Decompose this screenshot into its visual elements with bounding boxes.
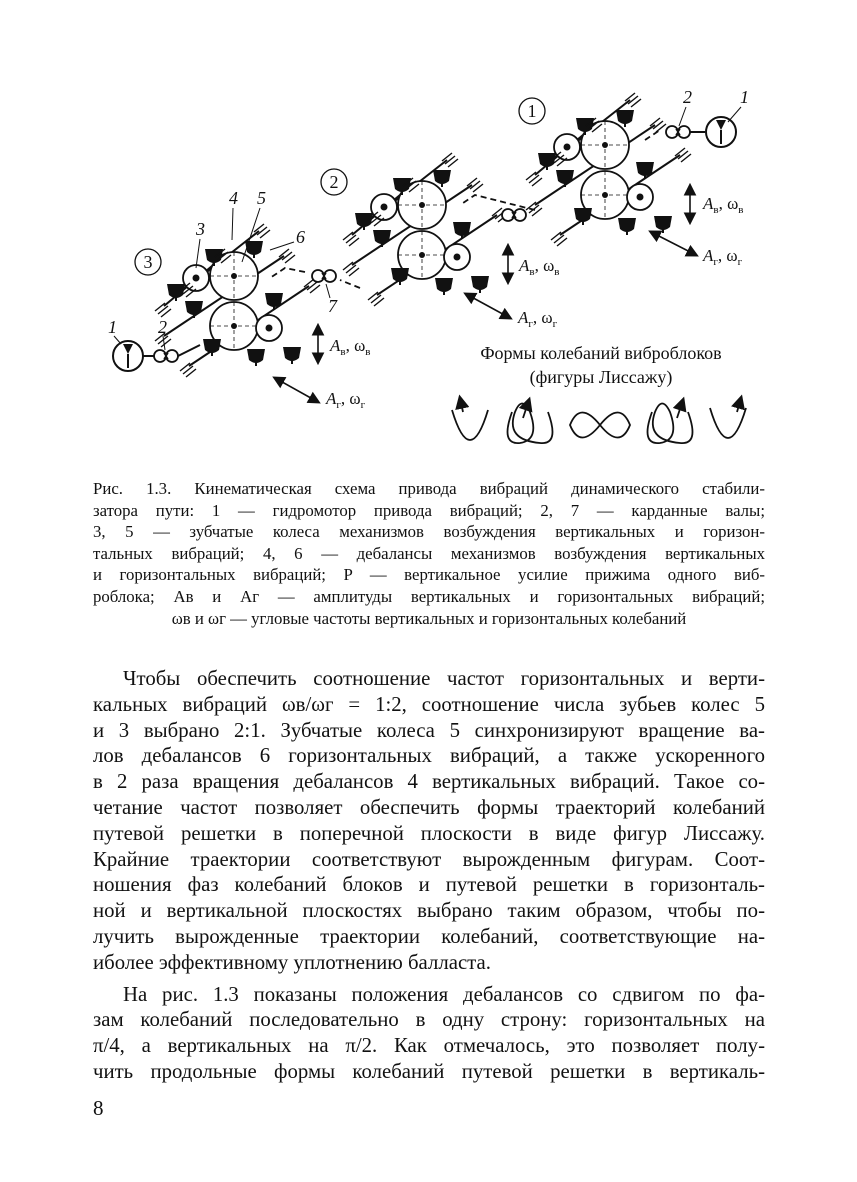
label-shaft-2-top: 2	[683, 87, 692, 107]
text-line: зам колебаний последовательно в одну строну: горизонтальных на	[93, 1008, 765, 1032]
lissajous-figures	[452, 398, 746, 443]
unit-label-2	[321, 169, 347, 195]
text-line: четание частот позволяет обеспечить формы траекторий колебаний	[93, 795, 765, 819]
horizontal-arrow-2	[466, 294, 510, 318]
horizontal-amplitude-label-3: $A_г$, $\omega_г$	[326, 389, 366, 411]
caption-line: затора пути: 1 — гидромотор привода вибраций; 2, 7 — карданные валы;	[93, 500, 765, 520]
text-line: иболее эффективному уплотнению балласта.	[93, 950, 491, 974]
cardan-shaft-7-top	[502, 209, 526, 221]
text-line: кальных вибраций ωв/ωг = 1:2, соотношение числа зубьев колес 5	[93, 692, 765, 716]
vertical-amplitude-label-1: $A_в$, $\omega_в$	[703, 194, 744, 216]
lissajous-figure-3	[570, 413, 630, 438]
label-debalance-6: 6	[296, 227, 305, 247]
horizontal-arrow-1	[651, 232, 696, 255]
label-debalance-4: 4	[229, 188, 238, 208]
lissajous-figure-2	[508, 404, 553, 444]
lissajous-figure-4	[648, 404, 693, 444]
text-line: лов дебалансов 6 горизонтальных вибраций, а также ускоренного	[93, 744, 765, 768]
text-line: путевой решетки в поперечной плоскости в виде фигур Лиссажу.	[93, 821, 765, 845]
horizontal-amplitude-label-1: $A_г$, $\omega_г$	[703, 246, 743, 268]
lissajous-figure-1	[452, 410, 488, 440]
figure-caption	[93, 478, 765, 629]
caption-line: тальных вибраций; 4, 6 — дебалансы механизмов возбуждения вертикальных	[93, 543, 765, 563]
unit-label-3	[135, 249, 161, 275]
svg-text:3: 3	[143, 252, 153, 272]
horizontal-arrow-3	[275, 378, 318, 402]
kinematic-diagram	[0, 0, 857, 470]
caption-line: роблока; Aв и Aг — амплитуды вертикальных и горизонтальных вибраций;	[93, 586, 765, 606]
svg-text:2: 2	[329, 172, 339, 192]
text-line: лучить вырожденные траектории колебаний, соответствующие на-	[93, 924, 765, 948]
vertical-amplitude-label-2: $A_в$, $\omega_в$	[519, 256, 560, 278]
forms-title-line2: (фигуры Лиссажу)	[529, 367, 673, 387]
vibration-block-2	[343, 153, 508, 306]
caption-line: и горизонтальных вибраций; P — вертикальное усилие прижима одного виб-	[93, 565, 765, 585]
text-line: ношения фаз колебаний блоков и путевой решетки в горизонталь-	[93, 873, 765, 897]
cardan-shaft-7	[312, 270, 336, 282]
label-gear-3: 3	[196, 219, 205, 239]
caption-line: Рис. 1.3. Кинематическая схема привода вибраций динамического стабили-	[93, 479, 765, 498]
label-shaft-7: 7	[328, 296, 337, 316]
paragraph-1	[93, 666, 765, 976]
svg-text:1: 1	[527, 101, 537, 121]
hydro-motor-top	[706, 117, 736, 147]
vibration-block-1	[526, 93, 691, 246]
vertical-amplitude-label-3: $A_в$, $\omega_в$	[330, 336, 371, 358]
body-text	[93, 666, 765, 1085]
page-number: 8	[93, 1096, 104, 1120]
text-line: На рис. 1.3 показаны положения дебалансов со сдвигом по фа-	[123, 982, 765, 1006]
label-motor-1-top: 1	[740, 87, 749, 107]
cardan-shaft-2-bottom	[154, 350, 178, 362]
paragraph-2	[93, 982, 765, 1085]
caption-line: ωв и ωг — угловые частоты вертикальных и горизонтальных колебаний	[171, 608, 687, 628]
text-line: и 3 выбрано 2:1. Зубчатые колеса 5 синхронизируют вращение ва-	[93, 718, 765, 742]
caption-line: 3, 5 — зубчатые колеса механизмов возбуждения вертикальных и горизон-	[93, 522, 765, 542]
text-line: в 2 раза вращения дебалансов 4 вертикальных вибраций. Такое со-	[93, 770, 765, 794]
unit-label-1	[519, 98, 545, 124]
text-line: π/4, а вертикальных на π/2. Как отмечалось, это позволяет полу-	[93, 1034, 765, 1058]
text-line: Крайние траектории соответствуют вырожденным фигурам. Соот-	[93, 847, 765, 871]
text-line: ной и вертикальной плоскостях выбрано таким образом, чтобы по-	[93, 899, 765, 923]
hydro-motor-bottom	[113, 341, 143, 371]
cardan-shaft-2-top	[666, 126, 690, 138]
lissajous-figure-5	[710, 408, 746, 438]
label-motor-1-bottom: 1	[108, 317, 117, 337]
text-line: Чтобы обеспечить соотношение частот горизонтальных и верти-	[123, 667, 765, 690]
label-gear-5: 5	[257, 188, 266, 208]
forms-title-line1: Формы колебаний виброблоков	[480, 343, 722, 363]
label-shaft-2-bottom: 2	[158, 317, 167, 337]
horizontal-amplitude-label-2: $A_г$, $\omega_г$	[518, 308, 558, 330]
text-line: чить продольные формы колебаний путевой решетки в вертикаль-	[93, 1059, 765, 1083]
